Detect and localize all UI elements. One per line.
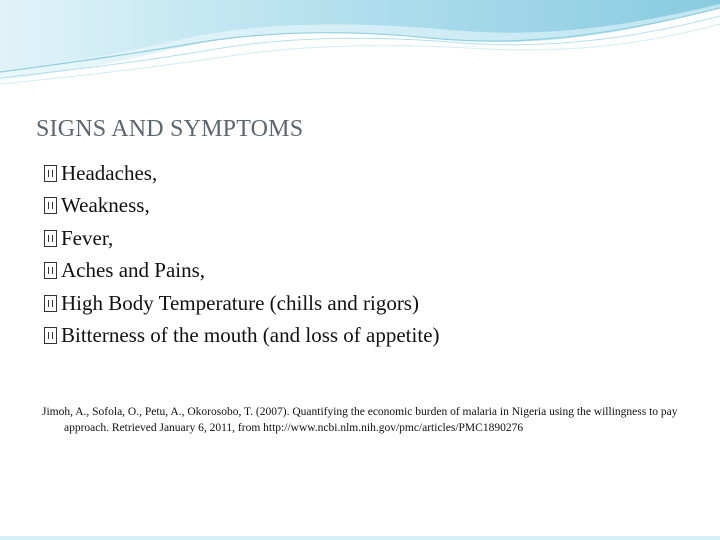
list-item [44,157,440,190]
bullet-icon [44,327,57,344]
list-item-text: High Body Temperature (chills and rigors) [61,290,419,315]
bullet-icon [44,295,57,312]
bullet-icon [44,262,57,279]
slide-title: SIGNS AND SYMPTOMS [36,116,304,142]
list-item [44,320,440,353]
header-wave-decoration [0,0,720,110]
list-item-text: Aches and Pains, [61,258,206,283]
symptom-list [44,157,440,352]
list-item [44,287,440,320]
list-item-text: Fever, [61,225,114,250]
list-item [44,222,440,255]
list-item-text: Headaches, [61,160,158,185]
list-item [44,255,440,288]
list-item-text: Weakness, [61,193,150,218]
list-item-text: Bitterness of the mouth (and loss of appetite) [61,323,440,348]
list-item [44,190,440,223]
citation-reference: Jimoh, A., Sofola, O., Petu, A., Okorosobo, T. (2007). Quantifying the economic burden of malaria in Nigeria using the willingness to pay approach. Retrieved January 6, 2011, from http://www.ncbi.nlm.nih.gov/pmc/articles/PMC1890276 [42,406,678,434]
bullet-icon [44,230,57,247]
bullet-icon [44,165,57,182]
bottom-divider [0,536,720,540]
bullet-icon [44,197,57,214]
